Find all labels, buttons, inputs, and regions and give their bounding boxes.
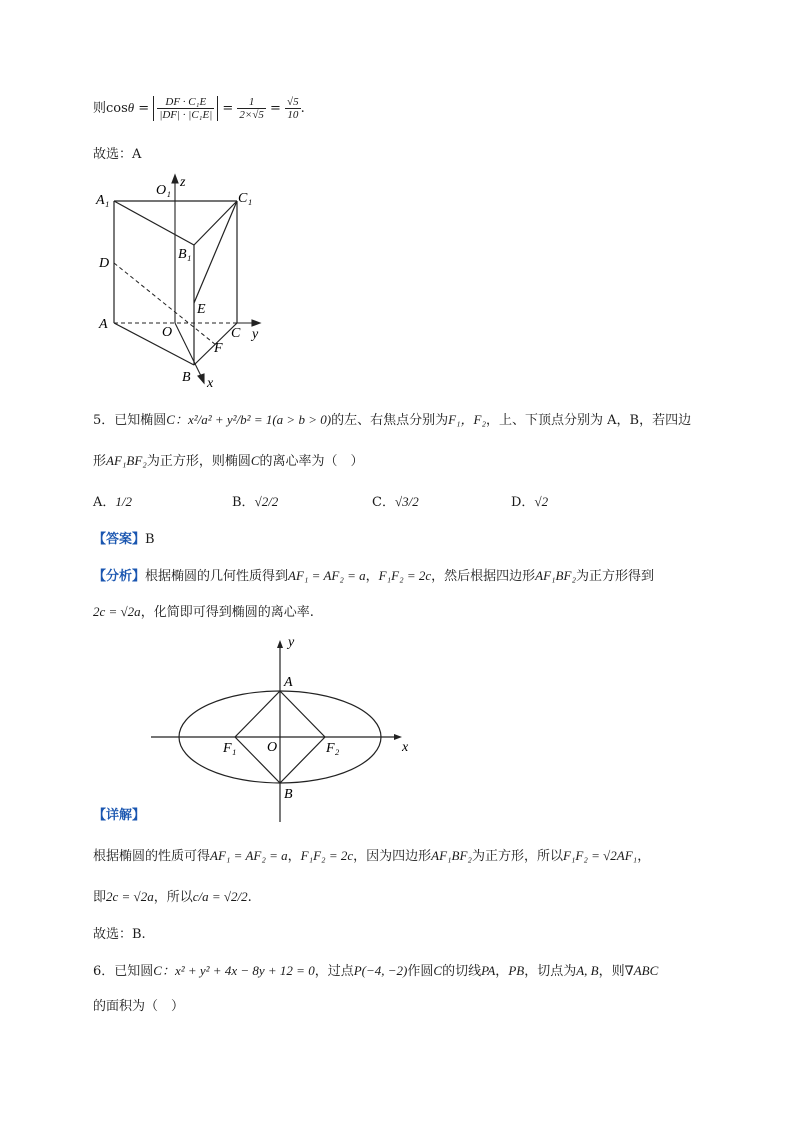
analysis-t5: ，化简即可得到椭圆的离心率.	[140, 605, 314, 620]
label-A1: A₁	[96, 193, 110, 208]
q6-line1	[93, 961, 658, 982]
q6-m5: ∇ABC	[624, 963, 659, 978]
ellipse-label-B: B	[284, 787, 293, 802]
analysis-m2: F₁F₂ = 2c	[378, 568, 432, 583]
label-z: z	[180, 175, 186, 190]
analysis-line1	[93, 566, 654, 587]
label-B1: B₁	[178, 247, 192, 262]
prism-figure	[90, 170, 280, 395]
option-b-value: √2/2	[254, 494, 279, 509]
label-y: y	[252, 327, 259, 342]
q6-m4: A, B	[576, 963, 599, 978]
f1-num: 1	[237, 96, 265, 109]
q6-t5: ，	[495, 964, 509, 979]
detail-m2: F₁F₂ = 2c	[300, 848, 354, 863]
equals: =	[134, 101, 154, 116]
option-a-label: A．	[93, 495, 116, 510]
option-d-value: √2	[534, 494, 549, 509]
q6-m3: PB	[508, 963, 525, 978]
period: .	[300, 101, 305, 116]
detail-tag: 【详解】	[93, 808, 146, 823]
analysis-t3: ，然后根据四边形	[431, 569, 536, 584]
label-B: B	[182, 370, 191, 385]
point-p: P(−4, −2)	[353, 963, 408, 978]
choice-a-line: 故选：A	[93, 147, 142, 162]
option-b-label: B．	[232, 495, 255, 510]
f1-den: 2×√5	[239, 109, 264, 121]
q5-text-question: 的离心率为（ ）	[259, 454, 364, 469]
detail-t1: 根据椭圆的性质可得	[93, 849, 211, 864]
equals-3: =	[265, 101, 286, 116]
analysis-m4: 2c = √2a	[93, 604, 141, 619]
q5-line2	[93, 451, 364, 472]
q5-text-vertices: ，上、下顶点分别为 A，B，若四边	[486, 413, 692, 428]
label-x: x	[207, 376, 214, 391]
fraction-one-over-2root5	[237, 96, 265, 121]
detail-t3: ，因为四边形	[353, 849, 432, 864]
label-C1: C₁	[238, 191, 253, 206]
detail-m1: AF₁ = AF₂ = a	[210, 848, 288, 863]
option-d-label: D．	[511, 495, 535, 510]
detail-t6: 即	[93, 890, 107, 905]
detail-t7: ，所以	[153, 890, 193, 905]
quad-symbol: AF₁BF₂	[106, 453, 147, 468]
ellipse-label-A: A	[284, 675, 293, 690]
fraction-root5-over-10	[285, 96, 301, 121]
analysis-m3: AF₁BF₂	[535, 568, 576, 583]
analysis-tag: 【分析】	[93, 569, 146, 584]
option-c[interactable]	[372, 492, 419, 513]
q6-t1: 6．已知圆	[93, 964, 154, 979]
label-E: E	[197, 302, 206, 317]
answer-tag: 【答案】	[93, 532, 146, 547]
detail-line1	[93, 846, 650, 867]
option-d[interactable]	[511, 492, 548, 513]
q6-t6: ，切点为	[524, 964, 577, 979]
detail-t4: 为正方形，所以	[471, 849, 563, 864]
analysis-t1: 根据椭圆的几何性质得到	[145, 569, 289, 584]
q5-stem-start: 5．已知椭圆	[93, 413, 167, 428]
q6-m2: PA	[481, 963, 496, 978]
label-O: O	[162, 325, 173, 340]
label-F: F	[214, 341, 223, 356]
cos-formula-line	[93, 96, 305, 121]
detail-m6: c/a = √2/2	[192, 889, 248, 904]
f2-num: √5	[287, 96, 299, 108]
option-a-value: 1/2	[115, 494, 133, 509]
detail-tag-line	[93, 806, 145, 826]
q5-text-shape: 形	[93, 454, 107, 469]
label-D: D	[99, 256, 110, 271]
q6-t3: 作圆	[407, 964, 434, 979]
label-C: C	[231, 326, 241, 341]
ellipse-figure	[148, 628, 420, 824]
circle-equation: C：x² + y² + 4x − 8y + 12 = 0	[153, 963, 315, 978]
label-O1: O₁	[156, 183, 171, 198]
analysis-line2	[93, 602, 314, 623]
ellipse-label-y: y	[288, 635, 295, 650]
option-c-value: √3/2	[394, 494, 419, 509]
q6-m1: C	[433, 963, 443, 978]
answer-line	[93, 530, 155, 550]
option-a[interactable]	[93, 492, 132, 513]
q5-text-square: 为正方形，则椭圆	[146, 454, 251, 469]
cos-fraction-vectors	[153, 96, 218, 121]
analysis-m1: AF₁ = AF₂ = a	[288, 568, 366, 583]
q6-line2: 的面积为（ ）	[93, 999, 185, 1014]
ellipse-c-symbol: C	[250, 453, 260, 468]
ellipse-label-F2: F₂	[326, 741, 340, 756]
option-c-label: C．	[372, 495, 395, 510]
f2-den: 10	[287, 109, 299, 121]
q6-t4: 的切线	[442, 964, 482, 979]
choice-b-line: 故选：B.	[93, 927, 146, 942]
detail-t2: ，	[287, 849, 301, 864]
ellipse-equation: C：x²/a² + y²/b² = 1(a > b > 0)	[166, 412, 332, 427]
cos-denominator: |DF| · |C₁E|	[159, 109, 213, 121]
detail-m3: AF₁BF₂	[431, 848, 472, 863]
option-b[interactable]	[232, 492, 278, 513]
detail-m5: 2c = √2a	[106, 889, 154, 904]
analysis-t2: ，	[365, 569, 379, 584]
answer-value: B	[145, 532, 155, 547]
detail-t5: ，	[637, 849, 651, 864]
ellipse-label-F1: F₁	[223, 741, 237, 756]
theta-symbol: θ	[127, 100, 135, 115]
q5-line1	[93, 410, 691, 431]
cos-prefix: 则cos	[93, 101, 128, 116]
ellipse-label-O: O	[267, 740, 278, 755]
foci-symbols: F₁，F₂	[448, 412, 486, 427]
q6-t7: ，则	[598, 964, 625, 979]
detail-line2	[93, 887, 252, 908]
ellipse-label-x: x	[402, 740, 409, 755]
q6-t2: ，过点	[314, 964, 354, 979]
detail-m4: F₁F₂ = √2AF₁	[562, 848, 638, 863]
q5-text-foci: 的左、右焦点分别为	[331, 413, 449, 428]
detail-t8: .	[247, 890, 252, 905]
analysis-t4: 为正方形得到	[575, 569, 654, 584]
label-A: A	[99, 317, 108, 332]
cos-numerator: DF · C₁E	[157, 96, 214, 109]
equals-2: =	[218, 101, 238, 116]
